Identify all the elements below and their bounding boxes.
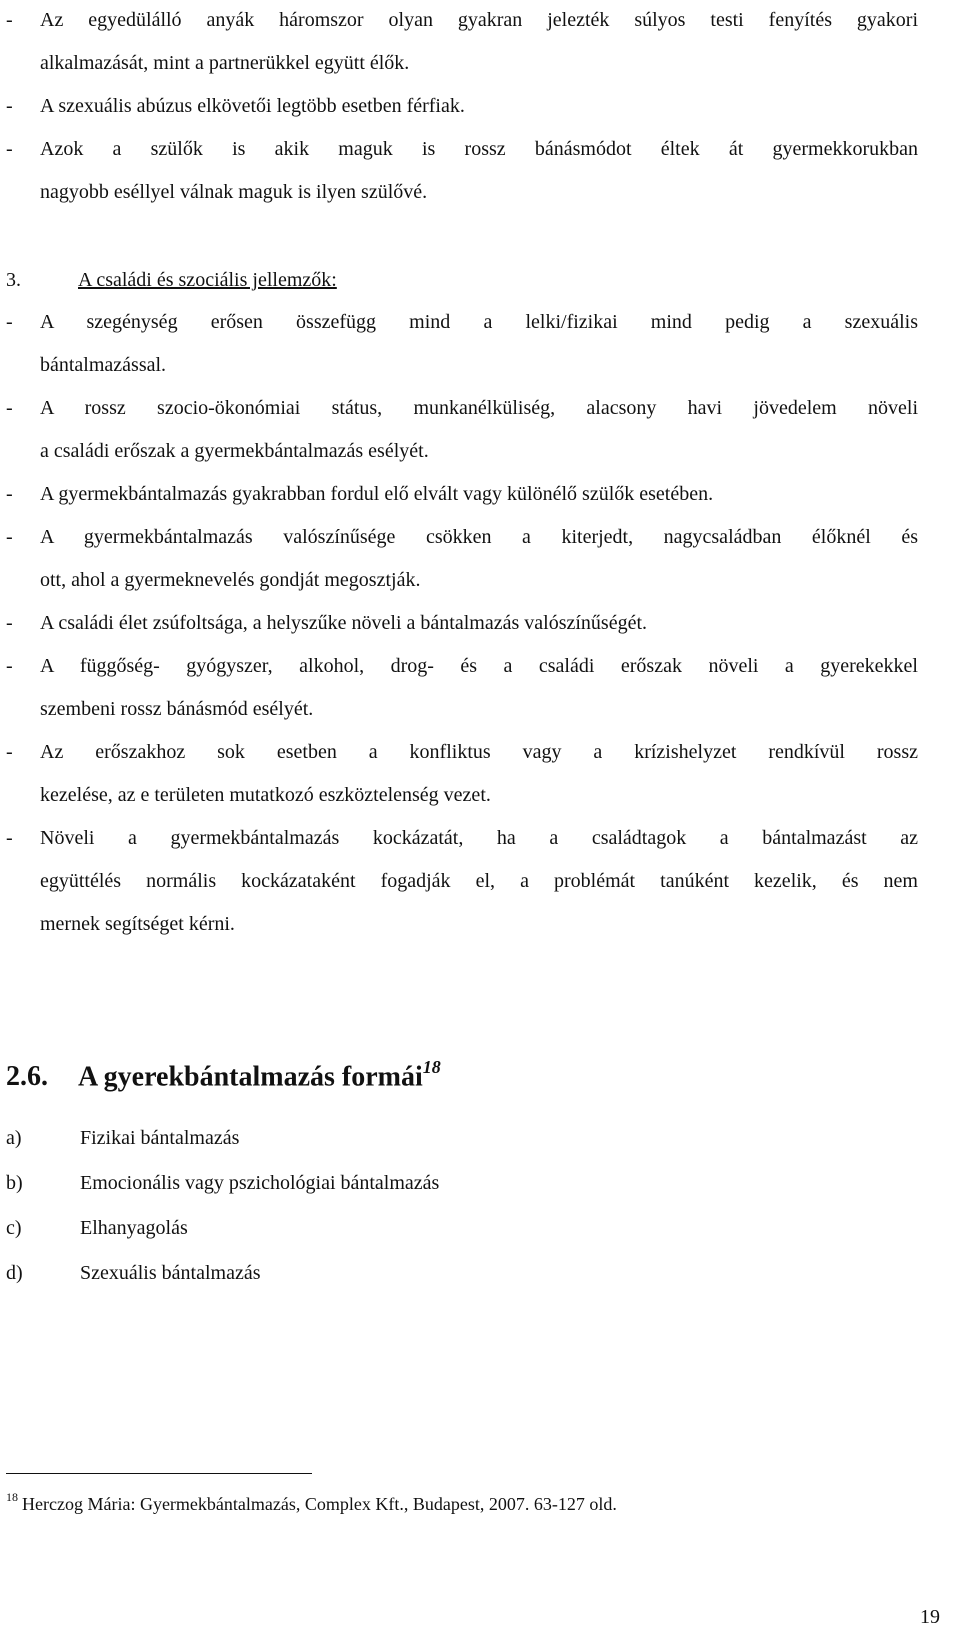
bullet-line: mernek segítséget kérni. xyxy=(40,913,235,935)
bullet-line: bántalmazással. xyxy=(40,354,167,376)
bullet-line: kezelése, az e területen mutatkozó eszköztelenség vezet. xyxy=(40,784,491,806)
list-item-text: Fizikai bántalmazás xyxy=(80,1127,240,1149)
footnote-reference: 18 xyxy=(422,1057,441,1077)
bullet-dash: - xyxy=(6,741,13,763)
section-heading xyxy=(6,268,337,292)
bullet-line: A szexuális abúzus elkövetői legtöbb esetben férfiak. xyxy=(40,95,465,117)
bullet-line: A függőség- gyógyszer, alkohol, drog- és a családi erőszak növeli a gyerekekkel xyxy=(40,655,918,677)
bullet-line: Az erőszakhoz sok esetben a konfliktus vagy a krízishelyzet rendkívül rossz xyxy=(40,741,918,763)
bullet-dash: - xyxy=(6,612,13,634)
bullet-dash: - xyxy=(6,655,13,677)
bullet-dash: - xyxy=(6,138,13,160)
bullet-line: együttélés normális kockázataként fogadják el, a problémát tanúként kezelik, és nem xyxy=(40,870,918,892)
bullet-line: A családi élet zsúfoltsága, a helyszűke növeli a bántalmazás valószínűségét. xyxy=(40,612,648,634)
chapter-title: A gyerekbántalmazás formái xyxy=(78,1061,423,1093)
bullet-line: A szegénység erősen összefügg mind a lelki/fizikai mind pedig a szexuális xyxy=(40,311,918,333)
bullet-line: A gyermekbántalmazás valószínűsége csökken a kiterjedt, nagycsaládban élőknél és xyxy=(40,526,918,548)
bullet-dash: - xyxy=(6,311,13,333)
list-item-text: Szexuális bántalmazás xyxy=(80,1262,261,1284)
footnote xyxy=(6,1488,617,1515)
bullet-dash: - xyxy=(6,827,13,849)
section-number: 3. xyxy=(6,269,21,291)
list-item-label: b) xyxy=(6,1172,23,1194)
list-item-label: c) xyxy=(6,1217,22,1239)
bullet-line: ott, ahol a gyermeknevelés gondját megosztják. xyxy=(40,569,421,591)
footnote-text: Herczog Mária: Gyermekbántalmazás, Complex Kft., Budapest, 2007. 63-127 old. xyxy=(22,1494,617,1514)
bullet-dash: - xyxy=(6,483,13,505)
bullet-dash: - xyxy=(6,397,13,419)
bullet-line: Azok a szülők is akik maguk is rossz bánásmódot éltek át gyermekkorukban xyxy=(40,138,918,160)
footnote-separator xyxy=(6,1473,312,1474)
footnote-mark: 18 xyxy=(6,1490,18,1504)
list-item-label: a) xyxy=(6,1127,22,1149)
bullet-dash: - xyxy=(6,95,13,117)
chapter-number: 2.6. xyxy=(6,1061,48,1093)
chapter-heading xyxy=(6,1052,441,1094)
list-item-text: Emocionális vagy pszichológiai bántalmazás xyxy=(80,1172,440,1194)
bullet-line: nagyobb eséllyel válnak maguk is ilyen szülővé. xyxy=(40,181,428,203)
bullet-line: szembeni rossz bánásmód esélyét. xyxy=(40,698,314,720)
bullet-line: A gyermekbántalmazás gyakrabban fordul elő elvált vagy különélő szülők esetében. xyxy=(40,483,714,505)
bullet-line: Az egyedülálló anyák háromszor olyan gyakran jelezték súlyos testi fenyítés gyakori xyxy=(40,9,918,31)
list-item-label: d) xyxy=(6,1262,23,1284)
bullet-line: Növeli a gyermekbántalmazás kockázatát, ha a családtagok a bántalmazást az xyxy=(40,827,918,849)
bullet-line: A rossz szocio-ökonómiai státus, munkanélküliség, alacsony havi jövedelem növeli xyxy=(40,397,918,419)
bullet-dash: - xyxy=(6,526,13,548)
list-item-text: Elhanyagolás xyxy=(80,1217,188,1239)
section-title: A családi és szociális jellemzők: xyxy=(78,269,337,291)
bullet-line: a családi erőszak a gyermekbántalmazás esélyét. xyxy=(40,440,429,462)
page-number: 19 xyxy=(920,1606,940,1628)
bullet-line: alkalmazását, mint a partnerükkel együtt élők. xyxy=(40,52,410,74)
bullet-dash: - xyxy=(6,9,13,31)
